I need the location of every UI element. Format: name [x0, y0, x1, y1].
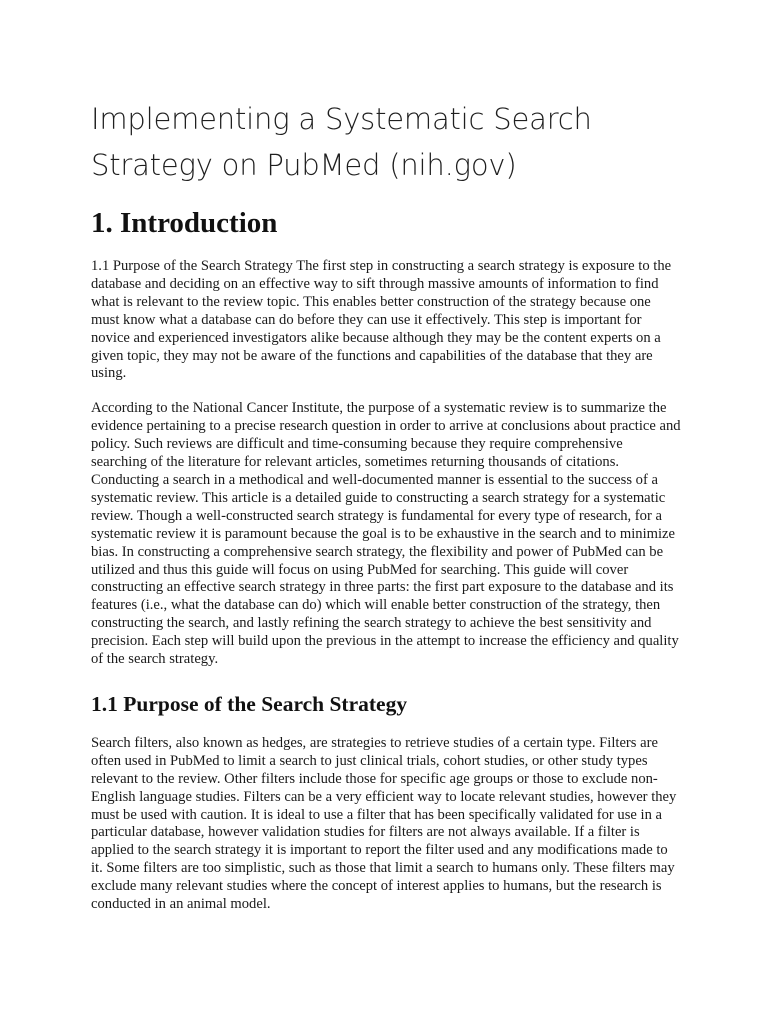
paragraph: 1.1 Purpose of the Search Strategy The first step in constructing a search strategy is exposure to the database and deciding on an effective way to sift through massive amounts of information to find what is relevant to the review topic. This enables better construction of the strategy because one must know what a database can do before they can use it effectively. This step is important for novice and experienced investigators alike because although they may be the content experts on a given topic, they may not be aware of the functions and capabilities of the database that they are using.: [91, 258, 672, 382]
document-title: Implementing a Systematic Search Strategy on PubMed (nih.gov): [91, 102, 592, 182]
section-introduction: [91, 206, 681, 669]
section-heading: 1. Introduction: [91, 207, 278, 239]
subsection-heading: 1.1 Purpose of the Search Strategy: [91, 691, 408, 716]
document-content: [91, 96, 681, 931]
section-purpose: [91, 691, 681, 914]
paragraph: According to the National Cancer Institute, the purpose of a systematic review is to summarize the evidence pertaining to a precise research question in order to arrive at conclusions about practice and policy. Such reviews are difficult and time-consuming because they require comprehensive searching of the literature for relevant articles, sometimes returning thousands of citations. Conducting a search in a methodical and well-documented manner is essential to the success of a systematic review. This article is a detailed guide to constructing a search strategy for a systematic review. Though a well-constructed search strategy is fundamental for every type of research, for a systematic review it is paramount because the goal is to be exhaustive in the search and to minimize bias. In constructing a comprehensive search strategy, the flexibility and power of PubMed can be utilized and thus this guide will focus on using PubMed for searching. This guide will cover constructing an effective search strategy in three parts: the first part exposure to the database and its features (i.e., what the database can do) which will enable better construction of the strategy, then constructing the search, and lastly refining the search strategy to achieve the best sensitivity and precision. Each step will build upon the previous in the attempt to increase the efficiency and quality of the search strategy.: [91, 400, 681, 668]
paragraph: Search filters, also known as hedges, are strategies to retrieve studies of a certain type. Filters are often used in PubMed to limit a search to just clinical trials, cohort studies, or other study types relevant to the review. Other filters include those for specific age groups or those to exclude non-English language studies. Filters can be a very efficient way to locate relevant studies, however they must be used with caution. It is ideal to use a filter that has been specifically validated for use in a particular database, however validation studies for filters are not always available. If a filter is applied to the search strategy it is important to report the filter used and any modifications made to it. Some filters are too simplistic, such as those that limit a search to humans only. These filters may exclude many relevant studies where the concept of interest applies to humans, but the research is conducted in an animal model.: [91, 734, 677, 913]
